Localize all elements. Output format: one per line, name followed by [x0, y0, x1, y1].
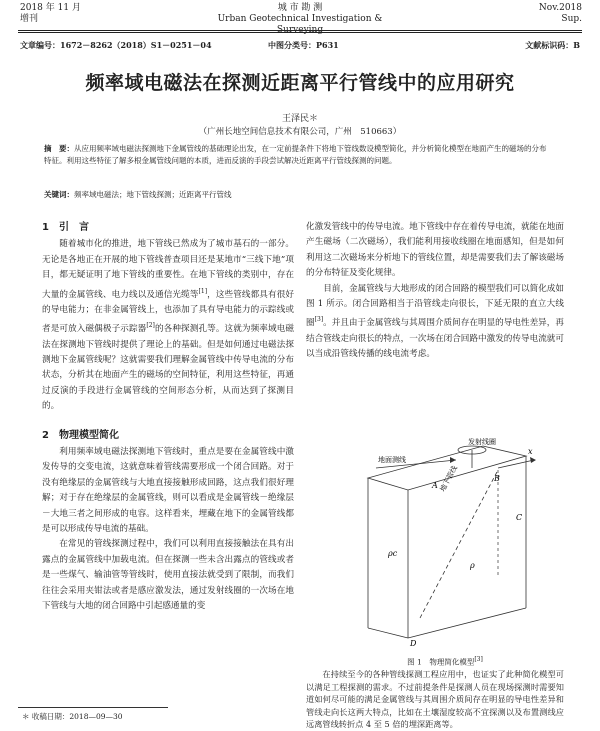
document-code: 文献标识码：B: [525, 40, 580, 50]
label-rho-c: ρc: [388, 549, 398, 558]
label-ground-line: 地面测线: [378, 456, 406, 464]
keywords-text: 频率域电磁法；地下管线探测；近距离平行管线: [74, 190, 232, 199]
right-paragraph-1: 化激发管线中的传导电流。地下管线中存在着传导电流，就能在地面产生磁场（二次磁场），我们能利用接收线圈在地面感知，但是如何利用这二次磁场来分析地下的管线位置，却是需要我们去了解该磁场的分布特征及变化规律。: [306, 222, 564, 279]
x-axis: [498, 460, 534, 468]
citation-1: [1]: [198, 287, 208, 295]
right-column-lower: [306, 668, 564, 731]
abstract-label: 摘 要：: [44, 144, 74, 153]
sec1-text-b: ，这些管线都具有很好的导电能力；在非金属管线上，也添加了具有导电能力的示踪线或者是可放入磁偶极子示踪器: [42, 289, 294, 335]
sec1-text-a: 随着城市化的推进，地下管线已然成为了城市基石的一部分。无论是各地正在开展的地下管线普查项目还是某地市“三线下地”项目，都无疑证明了地下管线的重要性。在地下管线的类别中，存在大量的金属管线、电力线以及通信光缆等: [42, 239, 294, 300]
loop-bottom-left: [368, 628, 408, 638]
section-1-paragraph: [42, 237, 294, 414]
right-paragraph-3: 在持续至今的各种管线探测工程应用中，也证实了此种简化模型可以满足工程探测的需求。不过前提条件是探测人员在现场探测时需要知道如何尽可能的满足金属管线与其周围介质间存在明显的导电性差异和管线走向长这两大特点，比如在土壤湿度较高不宜探测以及布置测线应远离管线转折点 4 至 5 倍的埋深距离等。: [306, 669, 564, 730]
paper-title: 频率域电磁法在探测近距离平行管线中的应用研究: [85, 72, 515, 94]
survey-arrow-icon: [450, 457, 456, 463]
keywords-label: 关键词：: [44, 190, 74, 199]
header-year-month: 2018 年 11 月: [20, 3, 81, 13]
section-2-paragraph-1: 利用频率域电磁法探测地下管线时，重点是要在金属管线中激发传导的交变电流，这就意味着管线需要形成一个闭合回路。对于没有绝缘层的金属管线与大地直接接触形成回路，这点我们很好理解；对于存在绝缘层的金属管线，则可以看成是金属管线－绝缘层－大地三者之间形成的电容。这样看来，埋藏在地下的金属管线都是可以形成传导电流的基础。: [42, 447, 294, 535]
footnote-rule: [18, 707, 168, 708]
citation-3: [3]: [314, 316, 324, 324]
header-date-en: Nov.2018: [538, 3, 582, 13]
section-2-title: 2 物理模型简化: [42, 429, 119, 441]
header-rule: [18, 30, 582, 31]
section-1-title: 1 引 言: [42, 222, 89, 233]
label-B: B: [494, 474, 500, 483]
x-axis-arrow-icon: [530, 457, 536, 463]
label-rho: ρ: [470, 561, 475, 570]
right-p2-text-a: 目前，金属管线与大地形成的闭合回路的模型我们可以简化成如图 1 所示。闭合回路相当于沿管线走向很长，下延无限的直立大线圈: [306, 283, 564, 329]
right-p2-text-b: 。并且由于金属管线与其周围介质间存在明显的导电性差异，再结合管线走向很长的特点，一次场在闭合回路中激发的传导电流就可以当成沿管线传播的线电流考虑。: [306, 318, 564, 360]
author: 王泽民＊: [281, 114, 318, 124]
label-A: A: [432, 481, 438, 490]
header-supplement: 增刊: [20, 14, 39, 24]
label-D: D: [410, 639, 417, 648]
figure-1-diagram: [348, 438, 538, 648]
article-number: 文章编号：1672－8262（2018）S1－0251－04: [20, 40, 212, 50]
section-2-paragraph-2: 在常见的管线探测过程中，我们可以利用直接接触法在具有出露点的金属管线中加载电流。但在探测一些未含出露点的管线或者是一些煤气、输油管等管线时，使用直接法就受到了限制，而我们往往会采用夹钳法或者是感应激发法，通过发射线圈的一次场在地下管线与大地的闭合回路中引起感通量的变: [42, 539, 294, 612]
journal-name-en: Urban Geotechnical Investigation & Surveying: [217, 14, 383, 35]
keywords: [44, 189, 548, 200]
header-left: [20, 3, 81, 25]
header-rule-thin: [18, 32, 582, 33]
figure-1-caption: [310, 656, 580, 668]
right-column: [306, 220, 564, 363]
footnote-received-date: ＊ 收稿日期：2018—09—30: [22, 712, 123, 721]
sec1-text-c: 的各种探测孔等。这就为频率域电磁法在探测地下管线时提供了理论上的基础。但是如何通过电磁法探测地下金属管线呢？这就需要我们理解金属管线中传导电流的分布状态，分析其在地面产生的磁场的空间特征，利用这些特征，再通过反演的手段进行金属管线的空间形态分析，从而达到了探测目的。: [42, 324, 294, 412]
abstract: [44, 143, 548, 166]
affiliation: （广州长地空间信息技术有限公司，广州 510663）: [198, 127, 402, 137]
right-paragraph-2: [306, 282, 564, 363]
loop-bottom-edge: [408, 608, 526, 638]
header-sup-en: Sup.: [561, 14, 582, 24]
citation-2: [2]: [146, 322, 155, 330]
abstract-text: 从应用频率域电磁法探测地下金属管线的基础理论出发，在一定前提条件下将地下管线数设模型简化，并分析简化模型在地面产生的磁场的分布特征。利用这些特征了解多根金属管线问题的本质，进而反演的手段尝试解决近距离平行管线探测的问题。: [44, 144, 547, 165]
label-pipeline: 地下管线: [438, 464, 459, 493]
class-number: 中图分类号：P631: [268, 40, 339, 50]
label-x: x: [528, 447, 533, 456]
journal-name-cn: 城 市 勘 测: [277, 3, 323, 13]
caption-citation: [3]: [474, 656, 483, 663]
caption-text: 图 1 物理简化模型: [407, 657, 475, 667]
pipeline-line: [420, 470, 498, 618]
header-right: [539, 3, 582, 25]
label-emitter: 发射线圈: [468, 438, 496, 446]
left-column: [42, 220, 294, 614]
label-C: C: [516, 513, 523, 522]
